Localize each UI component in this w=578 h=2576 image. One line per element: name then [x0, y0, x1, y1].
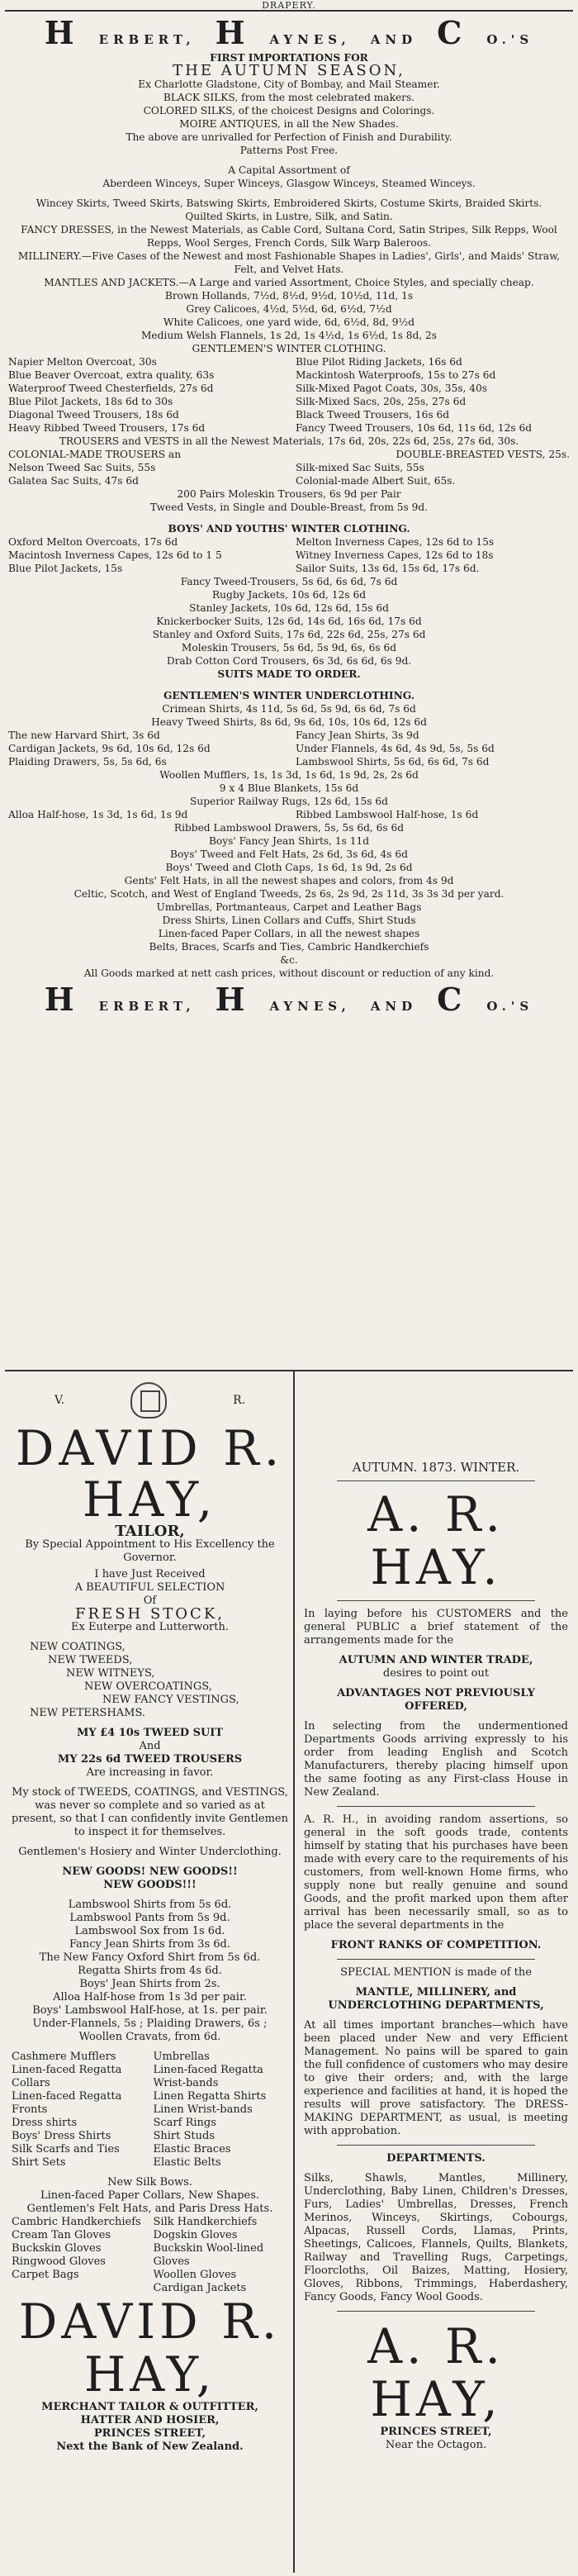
- boys-line-4: Stanley and Oxford Suits, 17s 6d, 22s 6d, 25s, 27s 6d: [152, 629, 426, 640]
- pair2-right-1: Dogskin Gloves: [153, 2229, 238, 2241]
- right-footer-1: PRINCES STREET,: [380, 2426, 492, 2438]
- pair-right-3: Linen Wrist-bands: [153, 2103, 253, 2116]
- boys-left-2: Blue Pilot Jackets, 15s: [8, 563, 123, 574]
- colonial-list: [8, 461, 570, 487]
- glove-pairs: [12, 2216, 288, 2295]
- footer-line-2: PRINCES STREET,: [93, 2427, 206, 2440]
- new-item-0: NEW COATINGS,: [30, 1641, 126, 1653]
- boys-right: [296, 535, 570, 575]
- boys-columns: [8, 535, 570, 575]
- intro-1: A BEAUTIFUL SELECTION: [74, 1581, 225, 1594]
- autumn-line: AUTUMN AND WINTER TRADE,: [339, 1654, 533, 1666]
- first-importations: [8, 51, 570, 355]
- column-divider: [293, 1371, 295, 2573]
- list-1: Lambswool Pants from 5s 9d.: [69, 1912, 230, 1924]
- line-2: Ex Charlotte Gladstone, City of Bombay, and Mail Steamer.: [138, 78, 440, 90]
- pair-left-1: Linen-faced Regatta Collars: [12, 2064, 122, 2089]
- colonial-right: DOUBLE-BREASTED VESTS, 25s.: [396, 449, 570, 460]
- pair2-right-3: Woollen Gloves: [153, 2269, 237, 2281]
- clothing-right-3: Silk-Mixed Sacs, 20s, 25s, 27s 6d: [296, 396, 467, 407]
- footer-and: AND: [370, 999, 418, 1014]
- new-items: [12, 1641, 288, 1720]
- advantages-line: ADVANTAGES NOT PREVIOUSLY OFFERED,: [337, 1687, 535, 1713]
- para-5: Silks, Shawls, Mantles, Millinery, Underclothing, Baby Linen, Children's Dresses, Furs, Ladies' Umbrellas, Dresses, French Merinos, Winceys, Skirtings, Cobourgs, Alpacas, Russell Cords, Llamas, Prints, Sheetings, Calicoes, Flannels, Quilts, Blankets, Railway and Travelling Rugs, Carpetings, Floorcloths, Oil Baizes, Matting, Hosiery, Gloves, Ribbons, Trimmings, Haberdashery, Fancy Goods, Fancy Wool Goods.: [304, 2172, 568, 2303]
- clothing-right-5: Fancy Tweed Trousers, 10s 6d, 11s 6d, 12s 6d: [296, 422, 533, 434]
- footer-line-1: HATTER AND HOSIER,: [80, 2414, 220, 2426]
- footer-initial-h2: H: [215, 981, 250, 1018]
- boys-line-3: Knickerbocker Suits, 12s 6d, 14s 6d, 16s 6d, 17s 6d: [156, 615, 422, 627]
- herbert-haynes-banner-footer: [8, 981, 570, 1018]
- under-line-20: Dress Shirts, Linen Collars and Cuffs, Shirt Studs: [162, 915, 416, 926]
- trousers-line: MY 22s 6d TWEED TROUSERS: [57, 1753, 243, 1766]
- favor-line: Are increasing in favor.: [86, 1766, 214, 1779]
- new-goods-line-2: NEW GOODS!!!: [103, 1879, 197, 1891]
- under-line-15: Boys' Tweed and Felt Hats, 2s 6d, 3s 6d, 4s 6d: [170, 848, 408, 860]
- clothing-left: [8, 355, 282, 435]
- appointment-line: By Special Appointment to His Excellency the Governor.: [25, 1538, 275, 1564]
- line-19: GENTLEMEN'S WINTER CLOTHING.: [192, 343, 386, 354]
- under-lines: [8, 702, 570, 729]
- under-line-8: Woollen Mufflers, 1s, 1s 3d, 1s 6d, 1s 9d, 2s, 2s 6d: [159, 769, 419, 781]
- line-4: COLORED SILKS, of the choicest Designs and Colorings.: [143, 105, 435, 116]
- colonial-line-5: Tweed Vests, in Single and Double-Breast, from 5s 9d.: [149, 501, 429, 513]
- mantle-line: MANTLE, MILLINERY, and UNDERCLOTHING DEPARTMENTS,: [328, 1986, 544, 2012]
- rule-5: [337, 2145, 535, 2146]
- footer-lines: [12, 2401, 288, 2454]
- ar-hay-title: A. R. HAY.: [367, 1486, 505, 1595]
- banner-initial-h: H: [44, 14, 79, 51]
- colonial-line-4: 200 Pairs Moleskin Trousers, 6s 9d per Pair: [177, 488, 401, 500]
- pair2-right-0: Silk Handkerchiefs: [153, 2216, 258, 2228]
- colonial-row: [8, 448, 570, 461]
- pair2-left-3: Ringwood Gloves: [12, 2255, 106, 2268]
- clothing-left-4: Diagonal Tweed Trousers, 18s 6d: [8, 409, 179, 421]
- boys-line-2: Stanley Jackets, 10s 6d, 12s 6d, 15s 6d: [189, 602, 389, 614]
- pair2-left-1: Cream Tan Gloves: [12, 2229, 111, 2241]
- boys-title: BOYS' AND YOUTHS' WINTER CLOTHING.: [168, 523, 410, 535]
- pair-left-6: Shirt Sets: [12, 2156, 66, 2169]
- clothing-left-2: Waterproof Tweed Chesterfields, 27s 6d: [8, 383, 214, 394]
- intro-4: Ex Euterpe and Lutterworth.: [71, 1621, 229, 1633]
- list-9: Under-Flannels, 5s ; Plaiding Drawers, 6s ; Woollen Cravats, from 6d.: [32, 2018, 268, 2043]
- line-16: Grey Calicoes, 4½d, 5½d, 6d, 6½d, 7½d: [186, 303, 392, 315]
- under-columns: [8, 729, 570, 768]
- under-more: [8, 768, 570, 808]
- intro-block: [12, 1568, 288, 1634]
- under-line-16: Boys' Tweed and Cloth Caps, 1s 6d, 1s 9d, 2s 6d: [165, 862, 413, 873]
- boys-line-7: SUITS MADE TO ORDER.: [217, 668, 361, 680]
- special-line: SPECIAL MENTION is made of the: [340, 1966, 532, 1979]
- colonial-line-1: Galatea Sac Suits, 47s 6d: [8, 475, 139, 487]
- colonial-line-0: Nelson Tweed Sac Suits, 55s: [8, 462, 156, 473]
- intro-3: FRESH STOCK,: [75, 1605, 225, 1623]
- list-0: Lambswool Shirts from 5s 6d.: [68, 1899, 232, 1911]
- footer-line-3: Next the Bank of New Zealand.: [56, 2441, 244, 2453]
- line-0: FIRST IMPORTATIONS FOR: [210, 52, 368, 64]
- coat-of-arms-icon: [130, 1382, 167, 1419]
- line-14: MANTLES AND JACKETS.—A Large and varied Assortment, Choice Styles, and specially cheap.: [44, 277, 534, 288]
- footer-initial-h: H: [44, 981, 79, 1018]
- under-line-24: All Goods marked at nett cash prices, without discount or reduction of any kind.: [83, 967, 495, 979]
- rule-6: [337, 2311, 535, 2312]
- footer-erbert: ERBERT,: [98, 999, 196, 1014]
- para-3: A. R. H., in avoiding random assertions, so general in the soft goods trade, contents himself by stating that his purchases have been made with every care to the requirements of his customers, from well-known Home firms, who supply none but really genuine and sound Goods, and the profit marked upon them after arrival has been necessarily small, so as to place the several departments in the: [304, 1813, 568, 1932]
- hosiery-line: Gentlemen's Hosiery and Winter Underclothing.: [18, 1846, 282, 1858]
- david-hay-title: DAVID R. HAY,: [15, 1420, 285, 1528]
- under-line-0: Crimean Shirts, 4s 11d, 5s 6d, 5s 9d, 6s 6d, 7s 6d: [162, 703, 416, 715]
- banner-aynes: AYNES,: [269, 32, 351, 47]
- rule-1: [337, 1480, 535, 1481]
- pair-right-0: Umbrellas: [153, 2051, 210, 2063]
- right-footer-title: A. R. HAY,: [367, 2318, 505, 2427]
- accessory-right: [154, 2051, 289, 2170]
- under-line-14: Boys' Fancy Jean Shirts, 1s 11d: [208, 835, 370, 847]
- footer-title: DAVID R. HAY,: [18, 2293, 282, 2403]
- banner-initial-c: C: [437, 14, 467, 51]
- under-line-7: Lambswool Shirts, 5s 6d, 6s 6d, 7s 6d: [296, 756, 490, 768]
- pair2-right-2: Buckskin Wool-lined Gloves: [153, 2242, 264, 2268]
- boys-line-0: Fancy Tweed-Trousers, 5s 6d, 6s 6d, 7s 6d: [180, 576, 398, 587]
- felt-line: Gentlemen's Felt Hats, and Paris Dress Hats.: [26, 2203, 273, 2215]
- pair-right-6: Elastic Braces: [153, 2143, 231, 2155]
- rule-4: [337, 1959, 535, 1960]
- under-line-18: Celtic, Scotch, and West of England Tweeds, 2s 6s, 2s 9d, 2s 11d, 3s 3s 3d per yard.: [73, 888, 505, 900]
- under-line-5: Under Flannels, 4s 6d, 4s 9d, 5s, 5s 6d: [296, 743, 495, 754]
- under-line-22: Belts, Braces, Scarfs and Ties, Cambric Handkerchiefs: [149, 941, 429, 953]
- herbert-haynes-ad: [0, 12, 578, 1363]
- boys-line-6: Drab Cotton Cord Trousers, 6s 3d, 6s 6d, 6s 9d.: [166, 655, 412, 667]
- new-item-5: NEW PETERSHAMS.: [30, 1707, 146, 1719]
- boys-right-0: Melton Inverness Capes, 12s 6d to 15s: [296, 536, 495, 548]
- under-line-10: Superior Railway Rugs, 12s 6d, 15s 6d: [190, 796, 388, 807]
- under-line-19: Umbrellas, Portmanteaus, Carpet and Leather Bags: [156, 901, 422, 913]
- clothing-right-2: Silk-Mixed Pagot Coats, 30s, 35s, 40s: [296, 383, 488, 394]
- intro-0: I have Just Received: [94, 1568, 206, 1580]
- right-footer-2: Near the Octagon.: [385, 2439, 487, 2451]
- under-line-21: Linen-faced Paper Collars, in all the newest shapes: [158, 928, 420, 939]
- clothing-left-0: Napier Melton Overcoat, 30s: [8, 356, 157, 368]
- clothing-right: [296, 355, 570, 435]
- under-line-3: Fancy Jean Shirts, 3s 9d: [296, 730, 419, 741]
- list-3: Fancy Jean Shirts from 3s 6d.: [69, 1938, 230, 1951]
- footer-line-0: MERCHANT TAILOR & OUTFITTER,: [41, 2401, 258, 2413]
- section-header: [0, 0, 578, 10]
- pair-left-5: Silk Scarfs and Ties: [12, 2143, 120, 2155]
- under-line-23: &c.: [280, 954, 298, 966]
- pair2-left-0: Cambric Handkerchiefs: [12, 2216, 141, 2228]
- and-line: And: [139, 1740, 161, 1752]
- glove-right: [154, 2216, 289, 2295]
- line-7: Patterns Post Free.: [239, 145, 339, 156]
- line-5: MOIRE ANTIQUES, in all the New Shades.: [179, 118, 399, 130]
- boys-line-1: Rugby Jackets, 10s 6d, 12s 6d: [212, 589, 366, 601]
- footer-aynes: AYNES,: [269, 999, 351, 1014]
- new-item-4: NEW FANCY VESTINGS,: [102, 1694, 239, 1706]
- pair2-left-4: Carpet Bags: [12, 2269, 79, 2281]
- stock-line: My stock of TWEEDS, COATINGS, and VESTINGS, was never so complete and so varied as at present, so that I can confidently invite Gentlemen to inspect it for themselves.: [12, 1786, 288, 1838]
- line-3: BLACK SILKS, from the most celebrated makers.: [163, 92, 415, 103]
- boys-left-1: Macintosh Inverness Capes, 12s 6d to 1 5: [8, 549, 222, 561]
- accessory-left: [12, 2051, 147, 2170]
- boys-line-5: Moleskin Trousers, 5s 6d, 5s 9d, 6s, 6s 6d: [181, 642, 397, 654]
- list-6: Boys' Jean Shirts from 2s.: [79, 1978, 220, 1990]
- accessory-pairs: [12, 2051, 288, 2170]
- clothing-right-4: Black Tweed Trousers, 16s 6d: [296, 409, 450, 421]
- colonial-line-3: Colonial-made Albert Suit, 65s.: [296, 475, 456, 487]
- line-17: White Calicoes, one yard wide, 6d, 6½d, 8d, 9½d: [163, 316, 415, 328]
- crest-left: V.: [54, 1394, 65, 1407]
- line-11: Quilted Skirts, in Lustre, Silk, and Satin.: [185, 211, 393, 222]
- under-line-13: Ribbed Lambswool Drawers, 5s, 5s 6d, 6s 6d: [173, 822, 405, 834]
- clothing-columns: [8, 355, 570, 435]
- intro-2: Of: [143, 1595, 157, 1607]
- line-15: Brown Hollands, 7½d, 8½d, 9½d, 10½d, 11d, 1s: [164, 290, 414, 302]
- banner-erbert: ERBERT,: [98, 32, 196, 47]
- new-goods-line: NEW GOODS! NEW GOODS!!: [62, 1865, 238, 1878]
- clothing-right-1: Mackintosh Waterproofs, 15s to 27s 6d: [296, 369, 496, 381]
- under-line-1: Heavy Tweed Shirts, 8s 6d, 9s 6d, 10s, 10s 6d, 12s 6d: [151, 716, 427, 728]
- pair-right-7: Elastic Belts: [153, 2156, 221, 2169]
- season-title: AUTUMN. 1873. WINTER.: [352, 1460, 520, 1475]
- banner-initial-h2: H: [215, 14, 250, 51]
- new-item-2: NEW WITNEYS,: [66, 1667, 155, 1680]
- clothing-left-5: Heavy Ribbed Tweed Trousers, 17s 6d: [8, 422, 206, 434]
- line-8: A Capital Assortment of: [228, 164, 350, 176]
- rule-2: [337, 1600, 535, 1601]
- pair-left-2: Linen-faced Regatta Fronts: [12, 2090, 122, 2116]
- para-1: In laying before his CUSTOMERS and the general PUBLIC a brief statement of the arrangements made for the: [304, 1608, 568, 1647]
- front-line: FRONT RANKS OF COMPETITION.: [330, 1939, 542, 1951]
- line-9: Aberdeen Winceys, Super Winceys, Glasgow Winceys, Steamed Winceys.: [102, 178, 476, 189]
- pair-right-1: Linen-faced Regatta Wrist-bands: [153, 2064, 263, 2089]
- herbert-haynes-banner: [8, 14, 570, 51]
- footer-os: O.'S: [486, 999, 534, 1014]
- pair-right-5: Shirt Studs: [153, 2130, 216, 2142]
- under-line-17: Gents' Felt Hats, in all the newest shapes and colors, from 4s 9d: [124, 875, 454, 886]
- clothing-left-1: Blue Beaver Overcoat, extra quality, 63s: [8, 369, 215, 381]
- line-13: MILLINERY.—Five Cases of the Newest and most Fashionable Shapes in Ladies', Girls', and Maids' Straw, Felt, and Velvet Hats.: [17, 250, 561, 275]
- royal-crest: [12, 1378, 288, 1423]
- rule-3: [337, 1806, 535, 1807]
- pair-left-4: Boys' Dress Shirts: [12, 2130, 111, 2142]
- boys-right-2: Sailor Suits, 13s 6d, 15s 6d, 17s 6d.: [296, 563, 480, 574]
- under-line-4: Cardigan Jackets, 9s 6d, 10s 6d, 12s 6d: [8, 743, 211, 754]
- desires-line: desires to point out: [382, 1667, 490, 1680]
- banner-and: AND: [370, 32, 418, 47]
- pair-left-3: Dress shirts: [12, 2117, 78, 2129]
- para-4: At all times important branches—which have been placed under New and very Efficient Management. No pains will be spared to gain the full confidence of customers who may desire to give their orders; and, with the large experience and facilities at hand, it is hoped the results will prove satisfactory. The DRESS-MAKING DEPARTMENT, as usual, is meeting with approbation.: [304, 2019, 568, 2137]
- lower-section: [5, 1371, 573, 2576]
- crest-right: R.: [233, 1394, 246, 1407]
- pair2-right-4: Cardigan Jackets: [153, 2282, 247, 2294]
- suit-line: MY £4 10s TWEED SUIT: [76, 1727, 224, 1739]
- boys-lines: [8, 575, 570, 681]
- under-columns-2: [8, 808, 570, 821]
- boys-left-0: Oxford Melton Overcoats, 17s 6d: [8, 536, 178, 548]
- under-line-9: 9 x 4 Blue Blankets, 15s 6d: [219, 782, 359, 794]
- section-title: DRAPERY.: [262, 0, 316, 11]
- list-5: Regatta Shirts from 4s 6d.: [78, 1965, 222, 1977]
- glove-left: [12, 2216, 147, 2295]
- line-1: THE AUTUMN SEASON,: [173, 62, 405, 79]
- boys-right-1: Witney Inverness Capes, 12s 6d to 18s: [296, 549, 494, 561]
- new-item-1: NEW TWEEDS,: [48, 1654, 133, 1666]
- line-18: Medium Welsh Flannels, 1s 2d, 1s 4½d, 1s 6½d, 1s 8d, 2s: [140, 330, 438, 341]
- line-6: The above are unrivalled for Perfection of Finish and Durability.: [126, 131, 452, 143]
- clothing-right-0: Blue Pilot Riding Jackets, 16s 6d: [296, 356, 462, 368]
- tailor-subtitle: TAILOR,: [115, 1523, 185, 1540]
- under-line-12: Ribbed Lambswool Half-hose, 1s 6d: [296, 809, 479, 820]
- left-price-list: [12, 1899, 288, 2044]
- boys-left: [8, 535, 282, 575]
- list-7: Alloa Half-hose from 1s 3d per pair.: [53, 1991, 247, 2003]
- trousers-line: TROUSERS and VESTS in all the Newest Materials, 17s 6d, 20s, 22s 6d, 25s, 27s 6d, 30s.: [59, 435, 519, 447]
- under-line-6: Plaiding Drawers, 5s, 5s 6d, 6s: [8, 756, 167, 768]
- list-8: Boys' Lambswool Half-hose, at 1s. per pair.: [32, 2004, 268, 2017]
- para-2: In selecting from the undermentioned Departments Goods arriving expressly to his order from leading English and Scotch Manufacturers, thereby placing himself upon the same footing as any First-class House in New Zealand.: [304, 1720, 568, 1799]
- list-2: Lambswool Sox from 1s 6d.: [74, 1925, 225, 1937]
- ar-hay-column: [304, 1371, 568, 2452]
- under-line-11: Alloa Half-hose, 1s 3d, 1s 6d, 1s 9d: [8, 809, 188, 820]
- line-12: FANCY DRESSES, in the Newest Materials, as Cable Cord, Sultana Cord, Satin Stripes, Silk Repps, Wool Repps, Wool Serges, French Cords, Silk Warp Baleroos.: [21, 224, 557, 249]
- pair-left-0: Cashmere Mufflers: [12, 2051, 116, 2063]
- footer-initial-c: C: [437, 981, 467, 1018]
- pair2-left-2: Buckskin Gloves: [12, 2242, 102, 2255]
- clothing-left-3: Blue Pilot Jackets, 18s 6d to 30s: [8, 396, 173, 407]
- pair-right-2: Linen Regatta Shirts: [153, 2090, 267, 2103]
- under-rest: [8, 821, 570, 980]
- departments-title: DEPARTMENTS.: [386, 2152, 486, 2165]
- colonial-left: COLONIAL-MADE TROUSERS an: [8, 449, 182, 460]
- under-title: GENTLEMEN'S WINTER UNDERCLOTHING.: [163, 690, 415, 701]
- pair-right-4: Scarf Rings: [153, 2117, 216, 2129]
- paper-line: Linen-faced Paper Collars, New Shapes.: [40, 2189, 260, 2202]
- under-line-2: The new Harvard Shirt, 3s 6d: [8, 730, 160, 741]
- list-4: The New Fancy Oxford Shirt from 5s 6d.: [39, 1951, 261, 1964]
- colonial-line-2: Silk-mixed Sac Suits, 55s: [296, 462, 424, 473]
- banner-os: O.'S: [486, 32, 534, 47]
- bows-line: New Silk Bows.: [107, 2176, 192, 2189]
- line-10: Wincey Skirts, Tweed Skirts, Batswing Skirts, Embroidered Skirts, Costume Skirts, Braided Skirts.: [36, 197, 542, 209]
- new-item-3: NEW OVERCOATINGS,: [84, 1680, 212, 1693]
- david-hay-column: [12, 1371, 288, 2454]
